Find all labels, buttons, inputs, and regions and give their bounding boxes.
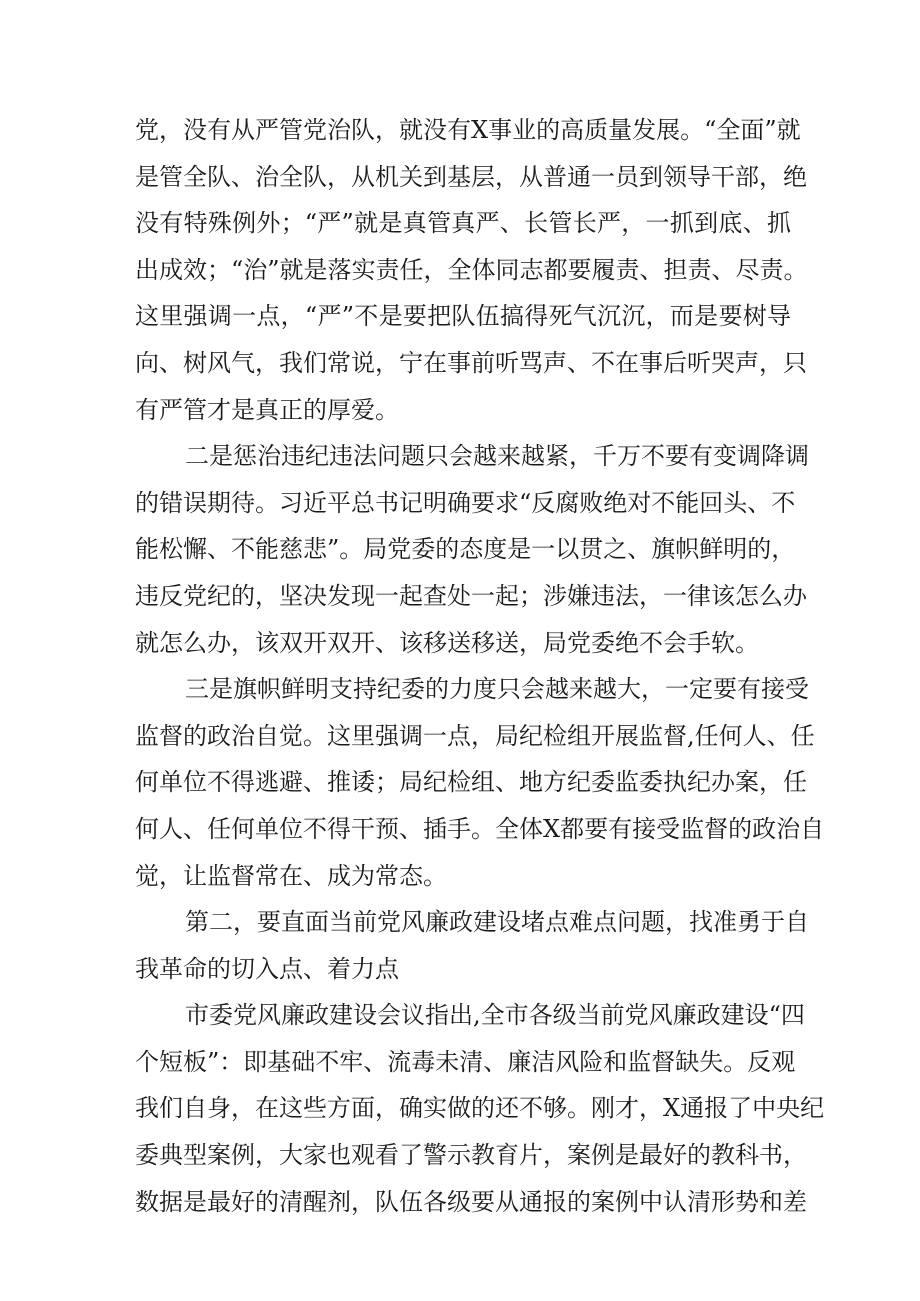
text-line: 有严管才是真正的厚爱。 [135,395,399,424]
text-line: 我们自身，在这些方面，确实做的还不够。刚才，X通报了中央纪 [135,1094,825,1123]
text-line: 何人、任何单位不得干预、插手。全体X都要有接受监督的政治自 [135,814,825,843]
text-line: 何单位不得逃避、推诿；局纪检组、地方纪委监委执纪办案，任 [135,768,807,797]
text-line: 是管全队、治全队，从机关到基层，从普通一员到领导干部，绝 [135,162,807,191]
paragraph-5 [135,992,825,1225]
paragraph-3 [135,666,825,899]
text-line: 第二，要直面当前党风廉政建设堵点难点问题，找准勇于自 [185,908,809,937]
text-line: 市委党风廉政建设会议指出,全市各级当前党风廉政建设“四 [185,1001,805,1030]
text-line: 违反党纪的，坚决发现一起查处一起；涉嫌违法，一律该怎么办 [135,581,807,610]
text-line: 这里强调一点，“严”不是要把队伍搞得死气沉沉，而是要树导 [135,302,791,331]
text-line: 个短板”：即基础不牢、流毒未清、廉洁风险和监督缺失。反观 [135,1047,796,1076]
text-line: 向、树风气，我们常说，宁在事前听骂声、不在事后听哭声，只 [135,348,807,377]
text-line: 数据是最好的清醒剂，队伍各级要从通报的案例中认清形势和差 [135,1187,807,1216]
text-line: 监督的政治自觉。这里强调一点，局纪检组开展监督,任何人、任 [135,721,815,750]
text-line: 没有特殊例外；“严”就是真管真严、长管长严，一抓到底、抓 [135,209,791,238]
paragraph-1 [135,107,808,433]
document-body [135,107,825,1225]
text-line: 二是惩治违纪违法问题只会越来越紧，千万不要有变调降调 [185,442,809,471]
text-line: 出成效；“治”就是落实责任，全体同志都要履责、担责、尽责。 [135,255,808,284]
text-line: 委典型案例，大家也观看了警示教育片，案例是最好的教科书， [135,1141,807,1170]
text-line: 觉，让监督常在、成为常态。 [135,861,447,890]
text-line: 能松懈、不能慈悲”。局党委的态度是一以贯之、旗帜鲜明的， [135,535,796,564]
text-line: 我革命的切入点、着力点 [135,954,399,983]
section-heading [135,899,809,992]
text-line: 就怎么办，该双开双开、该移送移送，局党委绝不会手软。 [135,628,759,657]
text-line: 的错误期待。习近平总书记明确要求“反腐败绝对不能回头、不 [135,488,796,517]
text-line: 党，没有从严管党治队，就没有X事业的高质量发展。“全面”就 [135,116,801,144]
paragraph-2 [135,433,809,666]
text-line: 三是旗帜鲜明支持纪委的力度只会越来越大，一定要有接受 [185,675,809,704]
